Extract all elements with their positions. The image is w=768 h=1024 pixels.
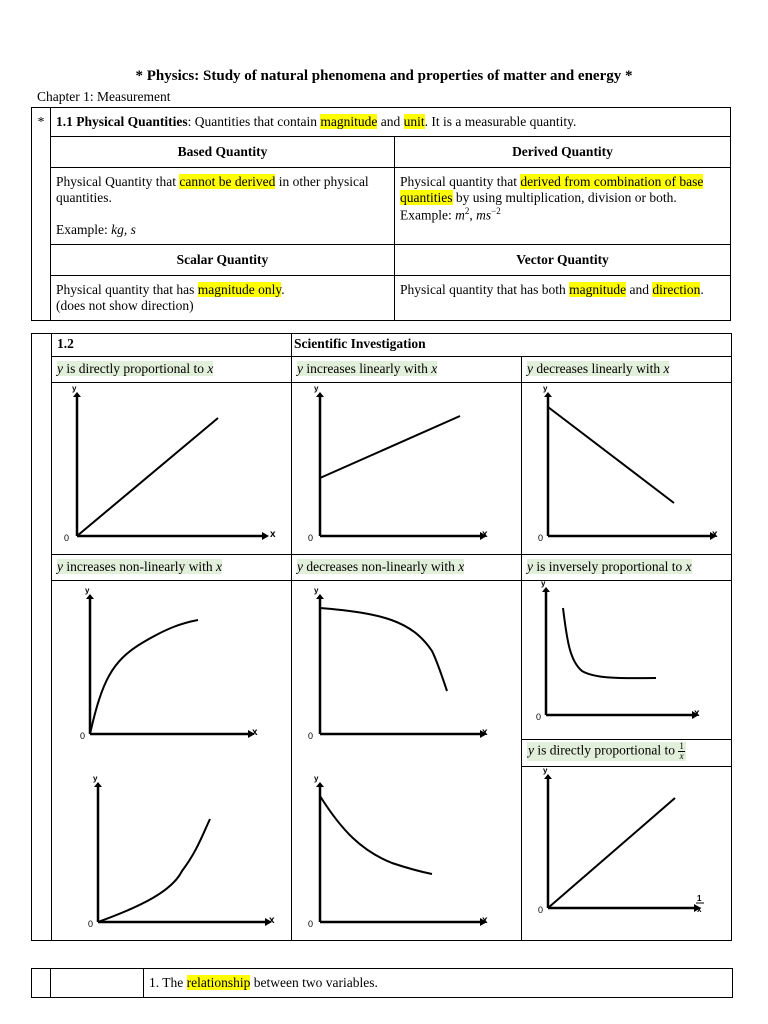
graph-increases-linearly: [292, 383, 522, 555]
highlight-magnitude: magnitude: [320, 114, 378, 129]
var-x: x: [663, 361, 670, 376]
axis-origin: 0: [80, 731, 86, 741]
derived-example-exponent: 2: [464, 206, 470, 216]
axis-x-label-denominator: x: [697, 905, 702, 914]
graph-decreases-linearly: [522, 383, 732, 555]
scalar-text: .: [281, 282, 285, 297]
axes: [316, 594, 487, 738]
var-x: x: [685, 559, 692, 574]
axis-origin: 0: [538, 905, 544, 915]
intro-text: . It is a measurable quantity.: [424, 114, 577, 129]
axes: [86, 594, 255, 738]
axes: [94, 782, 272, 926]
axis-origin: 0: [308, 731, 314, 741]
axis-x-label-numerator: 1: [697, 894, 702, 903]
vector-quantity-cell: [395, 276, 731, 321]
intro-text: and: [377, 114, 404, 129]
derived-example-exponent: −2: [491, 206, 501, 216]
intro-text: : Quantities that contain: [187, 114, 321, 129]
highlight-relationship: relationship: [186, 975, 251, 990]
axis-x-label: x: [694, 708, 700, 719]
base-text: Physical Quantity that: [56, 174, 180, 189]
curve: [548, 407, 674, 503]
highlight-magnitude-only: magnitude only: [197, 282, 282, 297]
axis-origin: 0: [88, 919, 94, 929]
axis-origin: 0: [538, 533, 544, 543]
var-y: y: [57, 559, 63, 574]
scalar-note: (does not show direction): [56, 298, 194, 313]
axis-y-label: y: [85, 586, 90, 595]
base-quantity-cell: [51, 168, 395, 245]
curve: [563, 608, 656, 678]
graph-cell: [522, 581, 732, 740]
margin-cell: [32, 969, 51, 998]
scalar-quantity-header: Scalar Quantity: [51, 245, 395, 276]
graph-directly-proportional: [52, 383, 292, 555]
scalar-quantity-cell: [51, 276, 395, 321]
caption-decreases-linearly: [522, 357, 732, 383]
fraction-numerator: 1: [679, 741, 684, 751]
section-number: 1.2: [52, 334, 292, 357]
axis-y-label: y: [314, 586, 319, 595]
base-example-units: kg, s: [111, 222, 136, 237]
axis-y-label: y: [314, 384, 319, 393]
vector-text: Physical quantity that has both: [400, 282, 570, 297]
curve: [548, 798, 675, 908]
graphs-decreases-non-linearly: [292, 581, 522, 941]
axis-x-label: x: [712, 529, 718, 540]
axis-y-label: y: [93, 774, 98, 783]
caption-inversely-proportional: [522, 555, 732, 581]
axis-origin: 0: [536, 712, 542, 722]
var-y: y: [57, 361, 63, 376]
axis-x-label: x: [252, 727, 258, 738]
caption-directly-proportional: [52, 357, 292, 383]
star-marker: *: [32, 108, 51, 321]
axes: [544, 392, 717, 540]
curve: [77, 418, 218, 536]
axis-x-label: x: [270, 529, 276, 540]
derived-text: by using multiplication, division or both.: [452, 190, 677, 205]
caption-text: is directly proportional to: [63, 361, 208, 376]
graph-cell-directly-proportional-reciprocal: [522, 740, 732, 941]
derived-quantity-header: Derived Quantity: [395, 137, 731, 168]
caption-text: decreases linearly with: [533, 361, 664, 376]
axes: [73, 392, 269, 540]
graph-cell: [52, 383, 292, 555]
section-heading: 1.1 Physical Quantities: [56, 114, 188, 129]
left-margin-cell: [32, 334, 52, 941]
graph-inversely-proportional: [522, 581, 732, 739]
caption-text: increases non-linearly with: [63, 559, 216, 574]
var-x: x: [458, 559, 465, 574]
axis-x-label: x: [269, 915, 275, 926]
axis-x-label: x: [482, 915, 488, 926]
highlight-cannot-be-derived: cannot be derived: [179, 174, 276, 189]
var-x: x: [207, 361, 214, 376]
axis-y-label: y: [72, 384, 77, 393]
highlight-unit: unit: [403, 114, 425, 129]
var-x: x: [431, 361, 438, 376]
highlight-magnitude: magnitude: [569, 282, 627, 297]
derived-example-sep: ,: [469, 207, 477, 223]
caption-increases-non-linearly: [52, 555, 292, 581]
section-heading-text: Scientific Investigation: [294, 336, 426, 351]
axis-origin: 0: [64, 533, 70, 543]
axis-origin: 0: [308, 533, 314, 543]
caption-text: is inversely proportional to: [533, 559, 686, 574]
var-y: y: [297, 361, 303, 376]
derived-quantity-cell: [395, 168, 731, 245]
axis-y-label: y: [543, 766, 548, 775]
axis-x-label: x: [482, 727, 488, 738]
vector-quantity-header: Vector Quantity: [395, 245, 731, 276]
axes: [542, 587, 699, 719]
caption-decreases-non-linearly: [292, 555, 522, 581]
label-cell: [51, 969, 144, 998]
axis-y-label: y: [314, 774, 319, 783]
var-y: y: [527, 361, 533, 376]
base-text: in other physical quantities.: [56, 174, 369, 205]
section-heading: [292, 334, 732, 357]
caption-text: increases linearly with: [303, 361, 432, 376]
item-text: between two variables.: [250, 975, 378, 990]
highlight-direction: direction: [652, 282, 701, 297]
graph-cell: [52, 581, 292, 941]
graph-cell: [292, 383, 522, 555]
base-quantity-header: Based Quantity: [51, 137, 395, 168]
derived-text: Physical quantity that: [400, 174, 521, 189]
graph-directly-proportional-reciprocal: [522, 740, 732, 940]
curve: [90, 620, 198, 734]
axis-y-label: y: [541, 581, 546, 588]
relationship-table: [31, 968, 733, 998]
caption-increases-linearly: [292, 357, 522, 383]
axis-x-label: x: [482, 529, 488, 540]
page-title: * Physics: Study of natural phenomena and properties of matter and energy *: [135, 68, 633, 84]
item-text: 1. The: [149, 975, 187, 990]
relationship-item: [144, 969, 733, 998]
fraction-denominator: x: [679, 751, 684, 761]
var-y: y: [297, 559, 303, 574]
base-example-label: Example:: [56, 222, 112, 237]
var-x: x: [215, 559, 222, 574]
derived-example-unit: m: [455, 207, 465, 223]
curve: [320, 608, 447, 691]
scientific-investigation-table: [31, 333, 732, 941]
vector-text: .: [700, 282, 704, 297]
axis-y-label: y: [543, 384, 548, 393]
derived-example-label: Example:: [400, 207, 456, 223]
physical-quantities-table: [31, 107, 731, 321]
chapter-label: Chapter 1: Measurement: [37, 89, 171, 104]
var-y: y: [528, 742, 534, 758]
highlight-derived-from-combination: derived from combination of base quantities: [400, 174, 704, 205]
graphs-increases-non-linearly: [52, 581, 292, 941]
caption-text: decreases non-linearly with: [303, 559, 459, 574]
curve: [320, 796, 432, 874]
scalar-text: Physical quantity that has: [56, 282, 198, 297]
derived-example-unit: ms: [476, 207, 492, 223]
axes: [316, 392, 487, 540]
curve: [320, 416, 460, 478]
axes: [316, 782, 487, 926]
axis-origin: 0: [308, 919, 314, 929]
physical-quantities-intro: [51, 108, 731, 137]
vector-text: and: [626, 282, 653, 297]
caption-text: is directly proportional to: [534, 742, 679, 758]
graph-cell: [292, 581, 522, 941]
curve: [98, 819, 210, 922]
graph-cell: [522, 383, 732, 555]
var-y: y: [527, 559, 533, 574]
